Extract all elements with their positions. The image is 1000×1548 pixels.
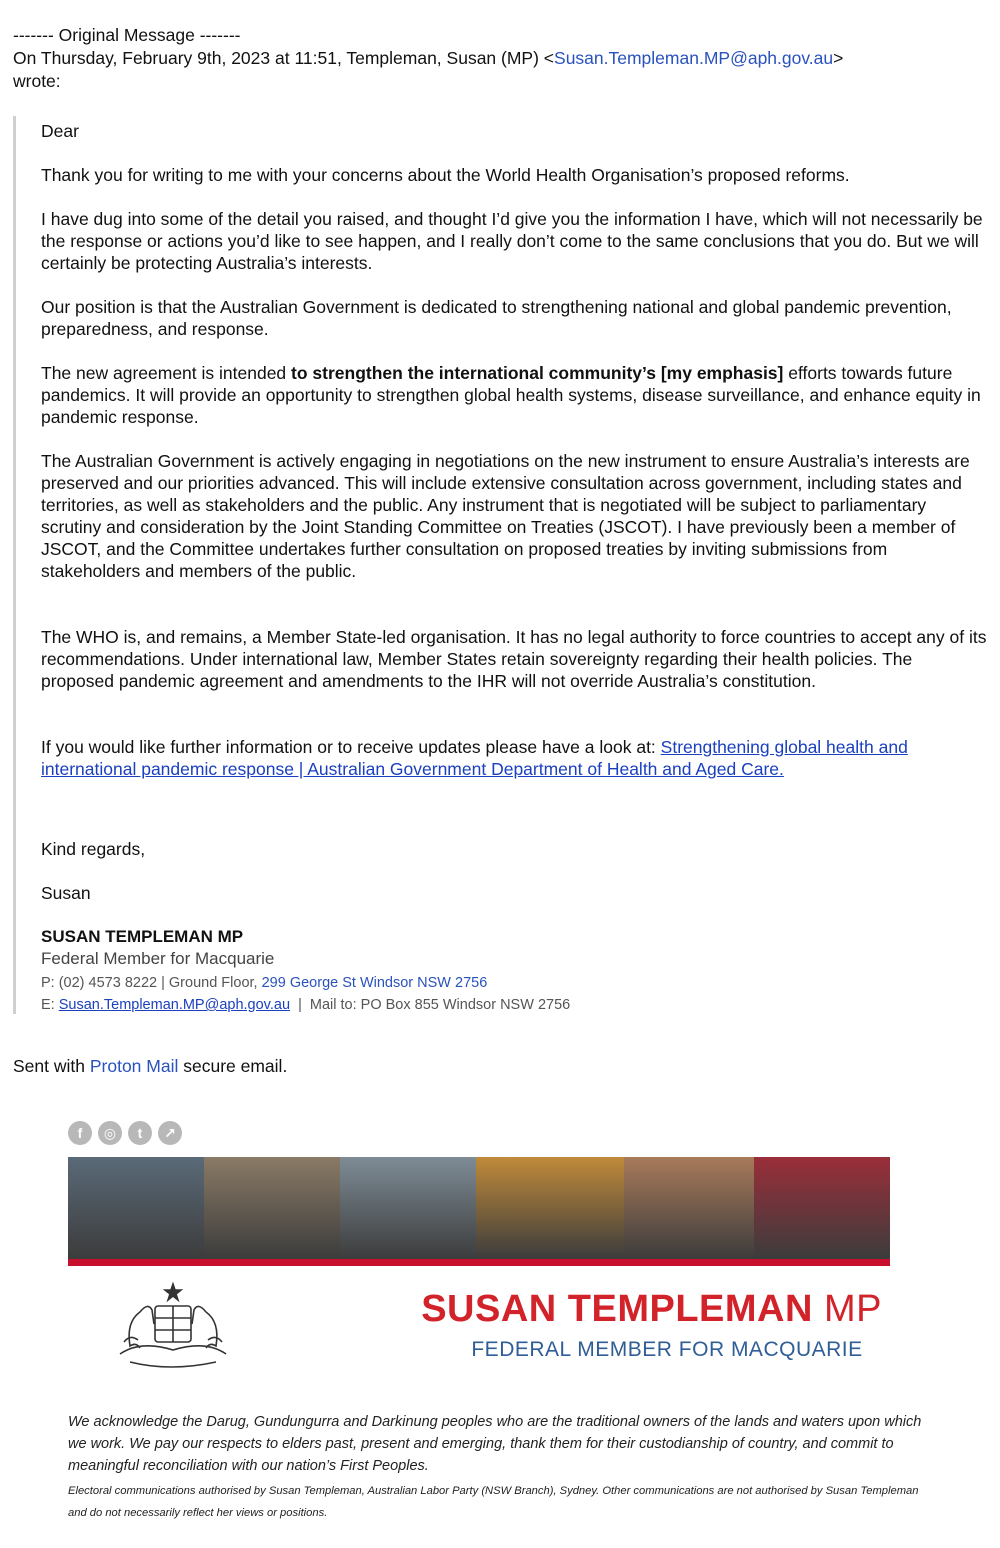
sent-with-line xyxy=(13,1056,287,1077)
paragraph-5: The Australian Government is actively engaging in negotiations on the new instrument to ensure Australia’s interests are preserved and our priorities advanced. This will include extensive consultation across government, including states and territories, as well as stakeholders and the public. Any instrument that is negotiated will be subject to parliamentary scrutiny and consideration by the Joint Standing Committee on Treaties (JSCOT). I have previously been a member of JSCOT, and the Committee undertakes further consultation on proposed treaties by inviting submissions from stakeholders and members of the public. xyxy=(41,451,970,581)
closing: Kind regards, xyxy=(41,839,146,859)
signature-email-line xyxy=(41,994,570,1016)
sent-prefix: Sent with xyxy=(13,1056,90,1076)
coat-of-arms-icon xyxy=(110,1282,236,1374)
wrote-line xyxy=(13,47,988,70)
paragraph-4-pre: The new agreement is intended xyxy=(41,363,292,383)
signature-address-link[interactable]: 299 George St Windsor NSW 2756 xyxy=(261,975,488,991)
sender-first-name: Susan xyxy=(41,883,91,903)
paragraph-4-bold: to strengthen the international community’s [my emphasis] xyxy=(291,363,784,383)
facebook-icon[interactable]: f xyxy=(68,1121,92,1145)
signature-phone-line xyxy=(41,972,487,994)
wrote-prefix: On Thursday, February 9th, 2023 at 11:51, Templeman, Susan (MP) < xyxy=(13,48,555,68)
banner-photo xyxy=(754,1157,890,1259)
banner-photo xyxy=(204,1157,340,1259)
signature-email-link[interactable]: Susan.Templeman.MP@aph.gov.au xyxy=(58,997,291,1013)
authorisation-note: Electoral communications authorised by Susan Templeman, Australian Labor Party (NSW Branch), Sydney. Other communications are not authorised by Susan Templeman and do not necessarily reflect her views or positions. xyxy=(68,1485,919,1519)
quoted-message xyxy=(13,116,988,1014)
paragraph-6: The WHO is, and remains, a Member State-led organisation. It has no legal authority to force countries to accept any of its recommendations. Under international law, Member States retain sovereignty regarding their health policies. The proposed pandemic agreement and amendments to the IHR will not override Australia’s constitution. xyxy=(41,627,987,691)
sent-suffix: secure email. xyxy=(178,1056,288,1076)
sender-email-link[interactable]: Susan.Templeman.MP@aph.gov.au xyxy=(554,48,834,68)
brand-subtitle: FEDERAL MEMBER FOR MACQUARIE xyxy=(471,1338,863,1361)
greeting: Dear xyxy=(41,121,79,141)
photo-banner xyxy=(68,1157,890,1259)
brand-name xyxy=(412,1286,882,1332)
health-department-link[interactable]: Strengthening global health and international pandemic response | Australian Government Department of Health and Aged Care. xyxy=(41,737,908,779)
paragraph-3: Our position is that the Australian Government is dedicated to strengthening national and global pandemic prevention, preparedness, and response. xyxy=(41,297,952,339)
paragraph-2: I have dug into some of the detail you raised, and thought I’d give you the information I have, which will not necessarily be the response or actions you’d like to see happen, and I really don’t come to the same conclusions that you do. But we will certainly be protecting Australia’s interests. xyxy=(41,209,983,273)
signature-email-label: E: xyxy=(41,997,59,1013)
proton-mail-link[interactable]: Proton Mail xyxy=(89,1056,179,1076)
paragraph-4 xyxy=(41,362,988,428)
signature-role: Federal Member for Macquarie xyxy=(41,949,275,968)
wrote-suffix: > xyxy=(833,48,844,68)
wrote-label: wrote: xyxy=(13,71,61,91)
paragraph-1: Thank you for writing to me with your concerns about the World Health Organisation’s proposed reforms. xyxy=(41,165,850,185)
brand-name-main: SUSAN TEMPLEMAN xyxy=(421,1288,813,1330)
paragraph-7-pre: If you would like further information or to receive updates please have a look at: xyxy=(41,737,661,757)
banner-photo xyxy=(68,1157,204,1259)
signature-name: SUSAN TEMPLEMAN MP xyxy=(41,927,244,946)
social-icons xyxy=(68,1121,182,1145)
banner-red-line xyxy=(68,1259,890,1266)
banner-photo xyxy=(476,1157,624,1259)
original-message-divider: ------- Original Message ------- xyxy=(13,25,241,45)
signature-mail-to: | Mail to: PO Box 855 Windsor NSW 2756 xyxy=(290,997,571,1013)
paragraph-4-post: efforts towards future pandemics. It will provide an opportunity to strengthen global health systems, disease surveillance, and enhance equity in pandemic response. xyxy=(41,363,981,427)
acknowledgement-of-country: We acknowledge the Darug, Gundungurra and Darkinung peoples who are the traditional owners of the lands and waters upon which we work. We pay our respects to elders past, present and emerging, thank them for their custodianship of country, and commit to meaningful reconciliation with our nation’s First Peoples. xyxy=(68,1414,922,1474)
banner-photo xyxy=(624,1157,754,1259)
message-header xyxy=(13,24,988,93)
paragraph-7 xyxy=(41,736,988,780)
banner-photo xyxy=(340,1157,476,1259)
brand-mp: MP xyxy=(824,1288,882,1330)
signature-phone: P: (02) 4573 8222 | Ground Floor, xyxy=(41,975,262,991)
instagram-icon[interactable]: ◎ xyxy=(98,1121,122,1145)
twitter-icon[interactable]: t xyxy=(128,1121,152,1145)
web-icon[interactable]: ↗ xyxy=(158,1121,182,1145)
brand-block xyxy=(412,1286,882,1362)
